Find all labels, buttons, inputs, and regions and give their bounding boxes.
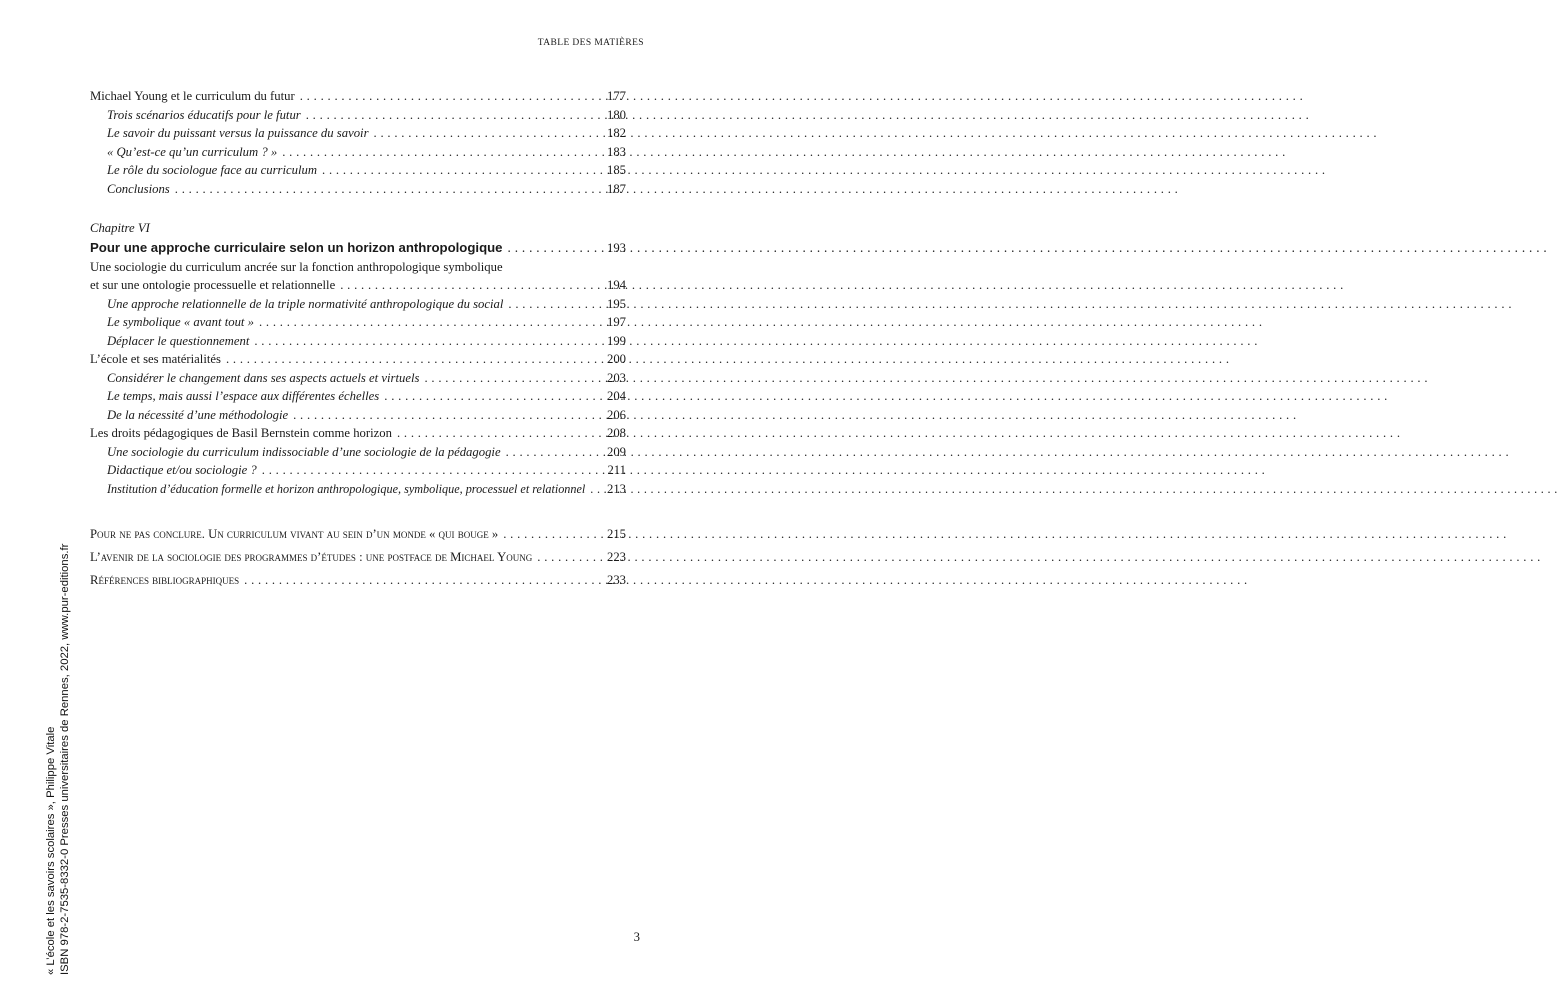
toc-subentry[interactable]	[90, 369, 626, 388]
toc-subentry[interactable]	[90, 332, 626, 351]
toc-subentry-page: 199	[606, 333, 626, 348]
toc-subentry-page: 213	[606, 481, 626, 496]
toc-entry-title: L’école et ses matérialités	[90, 352, 221, 366]
toc-entry-page: 208	[606, 426, 626, 440]
dot-leader	[244, 569, 603, 592]
toc-subentry-title: Déplacer le questionnement	[107, 333, 250, 348]
toc-subentry-title: Considérer le changement dans ses aspects actuels et virtuels	[107, 370, 420, 385]
toc-end-entry-title: Références bibliographiques	[90, 573, 240, 587]
toc-subentry-title: Le symbolique « avant tout »	[107, 315, 254, 329]
toc-subentry[interactable]	[90, 443, 626, 462]
toc-end-entry-page: 215	[606, 527, 626, 541]
toc-end-entry-page: 233	[606, 573, 626, 587]
toc-subentry-page: 211	[607, 463, 626, 477]
toc-entry-title: Les droits pédagogiques de Basil Bernstein comme horizon	[90, 426, 392, 440]
toc-entry[interactable]	[90, 350, 626, 369]
toc-subentry-title: Le temps, mais aussi l’espace aux différentes échelles	[107, 389, 380, 403]
dot-leader	[300, 87, 603, 106]
toc-subentry-page: 182	[606, 126, 626, 140]
dot-leader	[226, 350, 603, 369]
toc-subentry-title: De la nécessité d’une méthodologie	[107, 407, 289, 422]
dot-leader	[322, 161, 603, 180]
dot-leader	[306, 106, 603, 125]
dot-leader	[508, 295, 603, 314]
toc-subentry[interactable]	[90, 106, 626, 125]
sidebar-isbn-info: ISBN 978-2-7535-8332-0 Presses universitaires de Rennes, 2022, www.pur-editions.fr	[59, 543, 71, 975]
toc-entry-title: Michael Young et le curriculum du futur	[90, 89, 295, 103]
toc-subentry-page: 195	[606, 296, 626, 311]
toc-subentry[interactable]	[90, 387, 626, 406]
toc-subentry-title: Didactique et/ou sociologie ?	[107, 463, 257, 477]
chapter-page: 193	[606, 240, 626, 255]
toc-subentry[interactable]	[90, 480, 626, 499]
dot-leader	[590, 480, 603, 499]
toc-end-entry[interactable]	[90, 569, 626, 592]
toc-end-entry[interactable]	[90, 546, 626, 569]
toc-subentry[interactable]	[90, 313, 626, 332]
toc-entry-title-line1[interactable]: Une sociologie du curriculum ancrée sur la fonction anthropologique symbolique	[90, 259, 503, 274]
toc-subentry[interactable]	[90, 406, 626, 425]
dot-leader	[262, 461, 604, 480]
toc-entry-title: et sur une ontologie processuelle et relationnelle	[90, 278, 336, 292]
toc-subentry-title: Une approche relationnelle de la triple normativité anthropologique du social	[107, 296, 504, 311]
dot-leader	[537, 546, 603, 569]
dot-leader	[293, 406, 603, 425]
toc-entry-page: 200	[606, 352, 626, 366]
dot-leader	[506, 443, 603, 462]
toc-subentry[interactable]	[90, 180, 626, 199]
dot-leader	[254, 332, 603, 351]
copyright-sidebar	[44, 544, 72, 975]
toc-subentry-title: Une sociologie du curriculum indissociable d’une sociologie de la pédagogie	[107, 444, 501, 459]
toc-subentry[interactable]	[90, 161, 626, 180]
chapter-label: Chapitre VI	[90, 221, 150, 235]
toc-subentry-page: 203	[606, 370, 626, 385]
dot-leader	[424, 369, 603, 388]
dot-leader	[175, 180, 603, 199]
toc-subentry-title: « Qu’est-ce qu’un curriculum ? »	[107, 144, 278, 159]
toc-subentry[interactable]	[90, 461, 626, 480]
toc-subentry-page: 206	[606, 407, 626, 422]
toc-subentry-title: Le savoir du puissant versus la puissance du savoir	[107, 126, 369, 140]
toc-subentry-title: Institution d’éducation formelle et horizon anthropologique, symbolique, processuel et relationnel	[107, 481, 586, 496]
toc-entry[interactable]	[90, 424, 626, 443]
toc-subentry-page: 180	[606, 107, 626, 122]
dot-leader	[259, 313, 603, 332]
toc-subentry-title: Trois scénarios éducatifs pour le futur	[107, 107, 301, 122]
dot-leader	[282, 143, 603, 162]
running-head: TABLE DES MATIÈRES	[537, 38, 644, 48]
table-of-contents	[90, 87, 626, 592]
toc-subentry[interactable]	[90, 143, 626, 162]
toc-subentry-page: 204	[606, 389, 626, 403]
toc-subentry-title: Conclusions	[107, 181, 170, 196]
toc-subentry[interactable]	[90, 295, 626, 314]
toc-entry-page: 194	[606, 278, 626, 292]
toc-end-entry[interactable]	[90, 523, 626, 546]
toc-subentry-title: Le rôle du sociologue face au curriculum	[107, 163, 318, 177]
toc-entry[interactable]	[90, 276, 626, 295]
toc-subentry-page: 183	[606, 144, 626, 159]
chapter-title-entry[interactable]	[90, 238, 626, 258]
dot-leader	[340, 276, 603, 295]
toc-subentry-page: 185	[606, 163, 626, 177]
toc-subentry-page: 187	[606, 181, 626, 196]
dot-leader	[397, 424, 603, 443]
dot-leader	[374, 124, 603, 143]
page-number: 3	[633, 930, 640, 944]
toc-subentry-page: 197	[606, 315, 626, 329]
dot-leader	[503, 523, 603, 546]
toc-end-entry-title: Pour ne pas conclure. Un curriculum vivant au sein d’un monde « qui bouge »	[90, 527, 499, 541]
toc-subentry[interactable]	[90, 124, 626, 143]
toc-end-entry-title: L’avenir de la sociologie des programmes d’études : une postface de Michael Young	[90, 550, 533, 564]
toc-entry-page: 177	[606, 89, 626, 103]
toc-entry[interactable]	[90, 87, 626, 106]
toc-end-entry-page: 223	[606, 550, 626, 564]
dot-leader	[508, 238, 603, 258]
dot-leader	[384, 387, 603, 406]
sidebar-book-info: « L’école et les savoirs scolaires », Philippe Vitale	[45, 726, 57, 975]
chapter-title: Pour une approche curriculaire selon un horizon anthropologique	[90, 239, 503, 255]
toc-subentry-page: 209	[606, 444, 626, 459]
